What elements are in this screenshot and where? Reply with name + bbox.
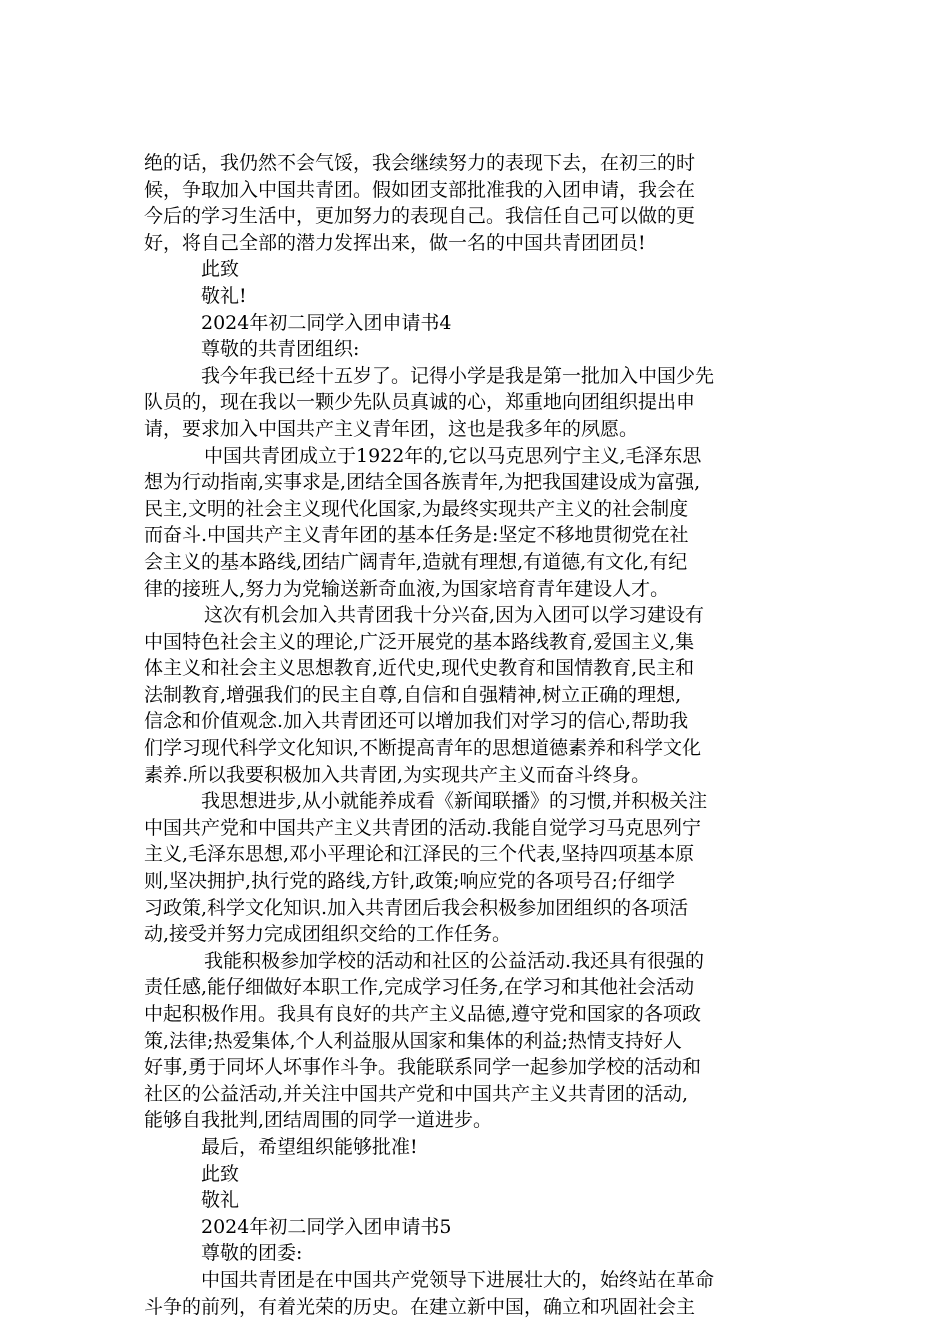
- text-line: 我思想进步,从小就能养成看《新闻联播》的习惯,并积极关注: [201, 790, 708, 813]
- text-line: 好事,勇于同坏人坏事作斗争。我能联系同学一起参加学校的活动和: [144, 1056, 702, 1079]
- text-line: 请，要求加入中国共产主义青年团，这也是我多年的夙愿。: [144, 417, 639, 440]
- text-line: 能够自我批判,团结周围的同学一道进步。: [144, 1109, 493, 1132]
- text-line: 社区的公益活动,并关注中国共产党和中国共产主义共青团的活动,: [144, 1082, 689, 1105]
- text-line: 尊敬的共青团组织:: [201, 338, 360, 361]
- text-line: 2024年初二同学入团申请书4: [201, 311, 452, 334]
- text-line: 尊敬的团委:: [201, 1242, 303, 1265]
- text-line: 想为行动指南,实事求是,团结全国各族青年,为把我国建设成为富强,: [144, 471, 701, 494]
- text-line: 们学习现代科学文化知识,不断提高青年的思想道德素养和科学文化: [144, 737, 702, 760]
- text-line: 最后，希望组织能够批准!: [201, 1135, 418, 1158]
- text-line: 信念和价值观念.加入共青团还可以增加我们对学习的信心,帮助我: [144, 710, 689, 733]
- text-line: 会主义的基本路线,团结广阔青年,造就有理想,有道德,有文化,有纪: [144, 550, 688, 573]
- text-line: 此致: [201, 258, 240, 281]
- text-line: 习政策,科学文化知识.加入共青团后我会积极参加团组织的各项活: [144, 896, 689, 919]
- text-line: 体主义和社会主义思想教育,近代史,现代史教育和国情教育,民主和: [144, 657, 695, 680]
- document-body: [144, 150, 810, 1320]
- text-line: 中国共青团是在中国共产党领导下进展壮大的，始终站在革命: [201, 1268, 715, 1291]
- text-line: 我能积极参加学校的活动和社区的公益活动.我还具有很强的: [204, 949, 705, 972]
- text-line: 绝的话，我仍然不会气馁，我会继续努力的表现下去，在初三的时: [144, 152, 696, 174]
- text-line: 中国共产党和中国共产主义共青团的活动.我能自觉学习马克思列宁: [144, 816, 702, 839]
- text-line: 斗争的前列，有着光荣的历史。在建立新中国，确立和巩固社会主: [144, 1295, 696, 1318]
- text-line: 队员的，现在我以一颗少先队员真诚的心，郑重地向团组织提出申: [144, 391, 696, 414]
- text-line: 律的接班人,努力为党输送新奇血液,为国家培育青年建设人才。: [144, 577, 670, 600]
- text-line: 主义,毛泽东思想,邓小平理论和江泽民的三个代表,坚持四项基本原: [144, 843, 695, 866]
- text-line: 2024年初二同学入团申请书5: [201, 1215, 452, 1238]
- text-line: 今后的学习生活中，更加努力的表现自己。我信任自己可以做的更: [144, 205, 696, 228]
- text-line: 此致: [201, 1162, 240, 1185]
- text-line: 民主,文明的社会主义现代化国家,为最终实现共产主义的社会制度: [144, 497, 689, 520]
- text-line: 中国特色社会主义的理论,广泛开展党的基本路线教育,爱国主义,集: [144, 630, 695, 653]
- text-line: 而奋斗.中国共产主义青年团的基本任务是:坚定不移地贯彻党在社: [144, 524, 689, 547]
- text-line: 法制教育,增强我们的民主自尊,自信和自强精神,树立正确的理想,: [144, 683, 682, 706]
- text-line: 则,坚决拥护,执行党的路线,方针,政策;响应党的各项号召;仔细学: [144, 870, 675, 893]
- text-line: 好，将自己全部的潜力发挥出来，做一名的中国共青团团员!: [144, 231, 646, 254]
- text-line: 策,法律;热爱集体,个人利益服从国家和集体的利益;热情支持好人: [144, 1029, 682, 1052]
- text-line: 这次有机会加入共青团我十分兴奋,因为入团可以学习建设有: [204, 604, 705, 627]
- text-line: 候，争取加入中国共青团。假如团支部批准我的入团申请，我会在: [144, 178, 696, 201]
- text-line: 敬礼: [201, 1189, 240, 1212]
- text-line: 中国共青团成立于1922年的,它以马克思列宁主义,毛泽东思: [204, 444, 702, 467]
- text-line: 动,接受并努力完成团组织交给的工作任务。: [144, 923, 512, 946]
- text-line: 我今年我已经十五岁了。记得小学是我是第一批加入中国少先: [201, 364, 715, 387]
- text-line: 敬礼!: [201, 284, 247, 307]
- text-line: 中起积极作用。我具有良好的共产主义品德,遵守党和国家的各项政: [144, 1003, 702, 1025]
- text-line: 责任感,能仔细做好本职工作,完成学习任务,在学习和其他社会活动: [144, 976, 695, 999]
- text-line: 素养.所以我要积极加入共青团,为实现共产主义而奋斗终身。: [144, 763, 651, 786]
